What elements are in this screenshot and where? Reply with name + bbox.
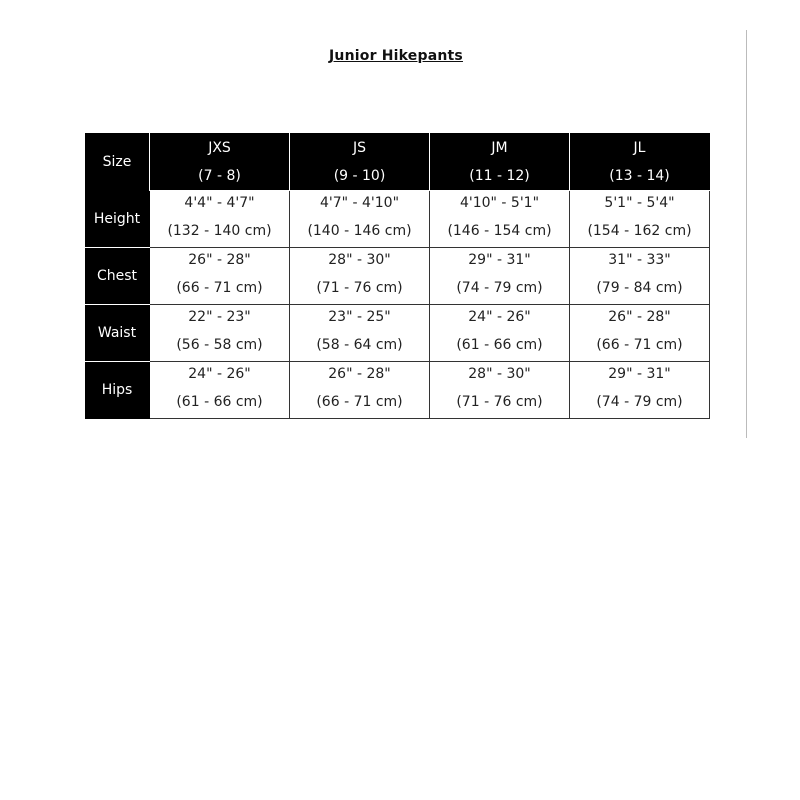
imperial-value: 29" - 31" (608, 366, 671, 382)
imperial-value: 24" - 26" (468, 309, 531, 325)
imperial-value: 26" - 28" (328, 366, 391, 382)
table-cell (570, 191, 710, 248)
table-cell (150, 248, 290, 305)
table-row-waist (85, 305, 710, 362)
metric-value: (66 - 71 cm) (316, 394, 403, 410)
metric-value: (56 - 58 cm) (176, 337, 263, 353)
table-cell (290, 248, 430, 305)
imperial-value: 5'1" - 5'4" (604, 195, 675, 211)
column-age-label: (9 - 10) (333, 167, 386, 184)
imperial-value: 4'7" - 4'10" (319, 195, 400, 211)
metric-value: (154 - 162 cm) (587, 223, 692, 239)
column-header-jxs (150, 133, 290, 191)
row-label: Hips (85, 362, 150, 419)
imperial-value: 29" - 31" (468, 252, 531, 268)
column-size-label: JM (491, 139, 508, 156)
column-size-label: JL (633, 139, 646, 156)
table-cell (570, 248, 710, 305)
metric-value: (146 - 154 cm) (447, 223, 552, 239)
row-label: Chest (85, 248, 150, 305)
imperial-value: 23" - 25" (328, 309, 391, 325)
table-row-chest (85, 248, 710, 305)
right-divider-line (746, 30, 747, 438)
metric-value: (66 - 71 cm) (176, 280, 263, 296)
table-cell (150, 362, 290, 419)
table-cell (430, 248, 570, 305)
size-chart-table (85, 133, 710, 419)
table-cell (290, 191, 430, 248)
table-cell (150, 305, 290, 362)
table-cell (430, 191, 570, 248)
metric-value: (132 - 140 cm) (167, 223, 272, 239)
column-age-label: (7 - 8) (198, 167, 241, 184)
row-label: Height (85, 191, 150, 248)
column-size-label: JS (352, 139, 366, 156)
header-row (85, 133, 710, 191)
metric-value: (66 - 71 cm) (596, 337, 683, 353)
table-row-hips (85, 362, 710, 419)
column-header-js (290, 133, 430, 191)
metric-value: (61 - 66 cm) (456, 337, 543, 353)
imperial-value: 22" - 23" (188, 309, 251, 325)
table-cell (430, 362, 570, 419)
row-label: Waist (85, 305, 150, 362)
metric-value: (140 - 146 cm) (307, 223, 412, 239)
imperial-value: 28" - 30" (328, 252, 391, 268)
metric-value: (74 - 79 cm) (456, 280, 543, 296)
imperial-value: 26" - 28" (188, 252, 251, 268)
metric-value: (58 - 64 cm) (316, 337, 403, 353)
metric-value: (79 - 84 cm) (596, 280, 683, 296)
table-cell (430, 305, 570, 362)
metric-value: (71 - 76 cm) (316, 280, 403, 296)
table-cell (570, 305, 710, 362)
metric-value: (74 - 79 cm) (596, 394, 683, 410)
table-row-height (85, 191, 710, 248)
corner-label: Size (85, 133, 150, 191)
metric-value: (61 - 66 cm) (176, 394, 263, 410)
imperial-value: 31" - 33" (608, 252, 671, 268)
metric-value: (71 - 76 cm) (456, 394, 543, 410)
table-cell (150, 191, 290, 248)
table-cell (570, 362, 710, 419)
column-header-jm (430, 133, 570, 191)
page-title: Junior Hikepants (329, 48, 463, 64)
column-header-jl (570, 133, 710, 191)
column-age-label: (13 - 14) (609, 167, 670, 184)
imperial-value: 26" - 28" (608, 309, 671, 325)
imperial-value: 24" - 26" (188, 366, 251, 382)
imperial-value: 4'10" - 5'1" (459, 195, 540, 211)
table-cell (290, 362, 430, 419)
table-cell (290, 305, 430, 362)
column-size-label: JXS (208, 139, 231, 156)
column-age-label: (11 - 12) (469, 167, 530, 184)
imperial-value: 4'4" - 4'7" (184, 195, 255, 211)
imperial-value: 28" - 30" (468, 366, 531, 382)
